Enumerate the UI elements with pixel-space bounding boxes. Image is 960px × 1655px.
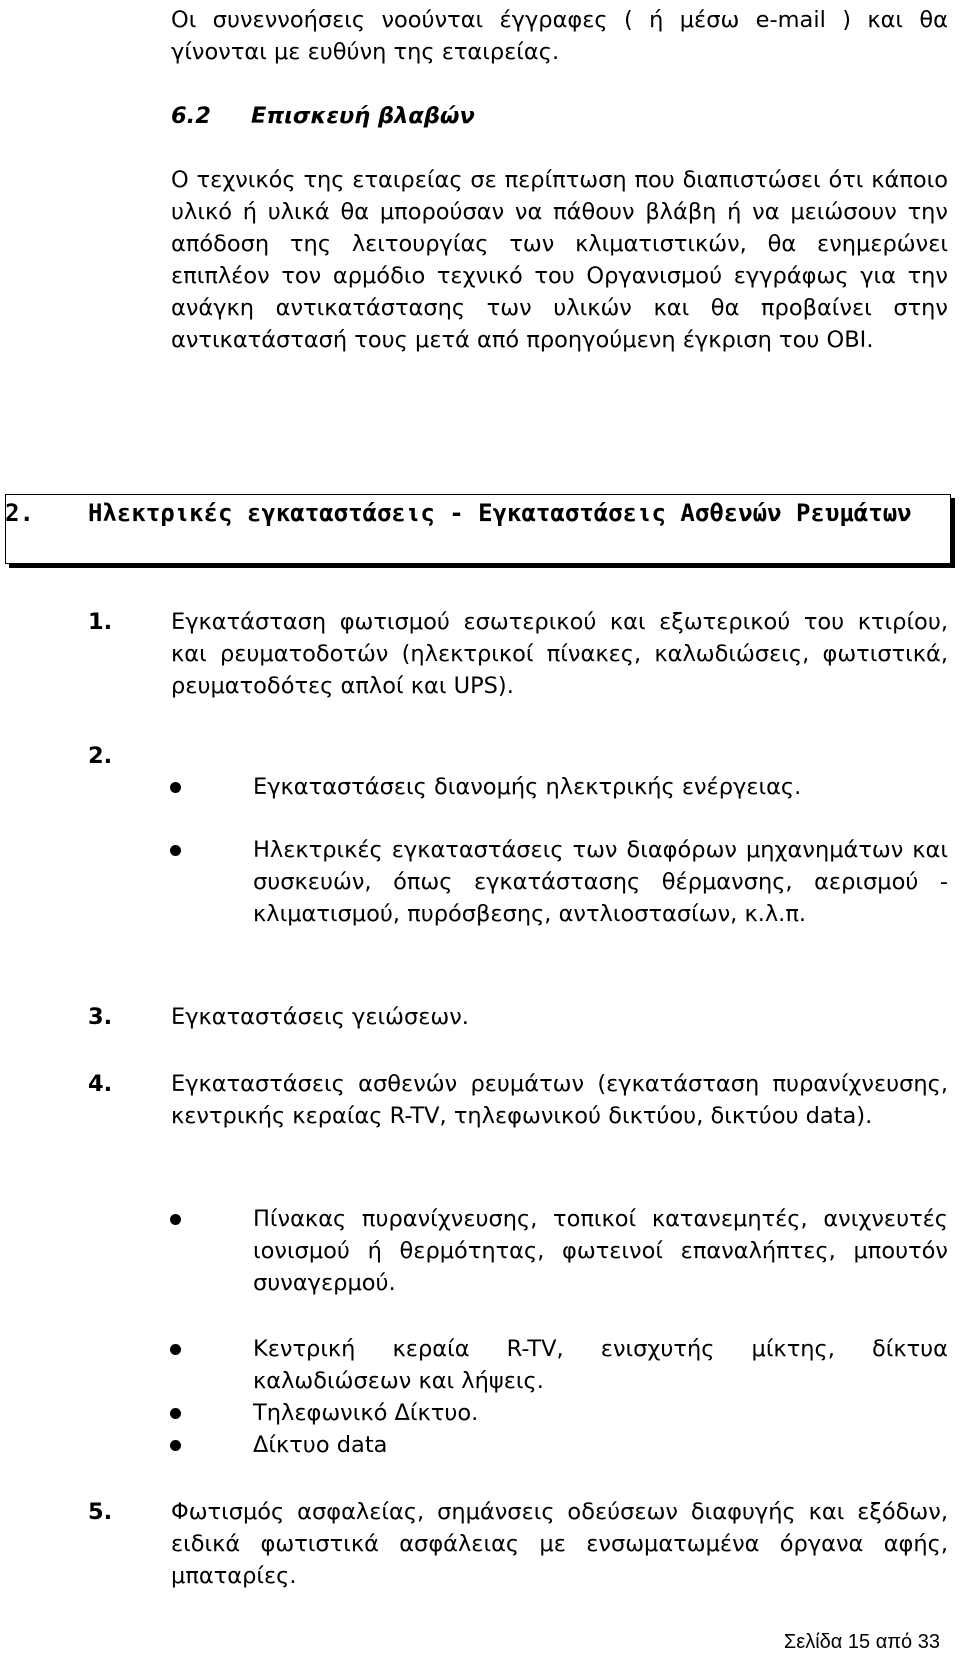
intro-paragraph: Οι συνεννοήσεις νοούνται έγγραφες ( ή μέσω e-mail ) και θα γίνονται με ευθύνη της εταιρείας.: [171, 7, 948, 65]
item-number-3: 3.: [88, 1004, 113, 1030]
subsection-number: 6.2: [171, 103, 211, 129]
section-title: Ηλεκτρικές εγκαταστάσεις - Εγκαταστάσεις Ασθενών Ρευμάτων: [88, 499, 912, 527]
bullet-icon: [170, 1344, 181, 1355]
bullet-icon: [170, 1408, 181, 1419]
subsection-title: Επισκευή βλαβών: [251, 103, 475, 129]
bullet-icon: [170, 845, 181, 856]
item-number-2: 2.: [88, 743, 113, 769]
item-text-5: Φωτισμός ασφαλείας, σημάνσεις οδεύσεων διαφυγής και εξόδων, ειδικά φωτιστικά ασφάλειας με ενσωματωμένα όργανα αφής, μπαταρίες.: [171, 1499, 948, 1589]
item-4-bullet-4: Δίκτυο data: [253, 1432, 388, 1458]
item-number-5: 5.: [88, 1499, 113, 1525]
item-4-bullet-2: Κεντρική κεραία R-TV, ενισχυτής μίκτης, δίκτυα καλωδιώσεων και λήψεις.: [253, 1336, 948, 1394]
bullet-icon: [170, 1214, 181, 1225]
section-heading: [5, 497, 946, 529]
item-2-bullet-2: Ηλεκτρικές εγκαταστάσεις των διαφόρων μηχανημάτων και συσκευών, όπως εγκατάστασης θέρμανσης, αερισμού - κλιματισμού, πυρόσβεσης, αντλιοστασίων, κ.λ.π.: [253, 837, 948, 927]
page-number-footer: Σελίδα 15 από 33: [783, 1631, 940, 1653]
item-2-bullet-1: Εγκαταστάσεις διανομής ηλεκτρικής ενέργειας.: [253, 774, 802, 800]
item-4-bullet-3: Τηλεφωνικό Δίκτυο.: [253, 1400, 479, 1426]
item-text-1: Εγκατάσταση φωτισμού εσωτερικού και εξωτερικού του κτιρίου, και ρευματοδοτών (ηλεκτρικοί πίνακες, καλωδιώσεις, φωτιστικά, ρευματοδότες απλοί και UPS).: [171, 609, 948, 699]
item-text-4: Εγκαταστάσεις ασθενών ρευμάτων (εγκατάσταση πυρανίχνευσης, κεντρικής κεραίας R-TV, τηλεφωνικού δικτύου, δικτύου data).: [171, 1071, 948, 1129]
subsection-heading: [171, 100, 475, 132]
item-text-3: Εγκαταστάσεις γειώσεων.: [171, 1004, 469, 1030]
bullet-icon: [170, 1440, 181, 1451]
item-number-1: 1.: [88, 609, 113, 635]
subsection-paragraph: Ο τεχνικός της εταιρείας σε περίπτωση που διαπιστώσει ότι κάποιο υλικό ή υλικά θα μπορούσαν να πάθουν βλάβη ή να μειώσουν την απόδοση της λειτουργίας των κλιματιστικών, θα ενημερώνει επιπλέον τον αρμόδιο τεχνικό του Οργανισμού εγγράφως για την ανάγκη αντικατάστασης των υλικών και θα προβαίνει στην αντικατάστασή τους μετά από προηγούμενη έγκριση του ΟΒΙ.: [171, 167, 948, 353]
section-number: 2.: [5, 499, 34, 527]
item-4-bullet-1: Πίνακας πυρανίχνευσης, τοπικοί κατανεμητές, ανιχνευτές ιονισμού ή θερμότητας, φωτεινοί επαναλήπτες, μπουτόν συναγερμού.: [253, 1206, 948, 1296]
bullet-icon: [170, 782, 181, 793]
item-number-4: 4.: [88, 1071, 113, 1097]
